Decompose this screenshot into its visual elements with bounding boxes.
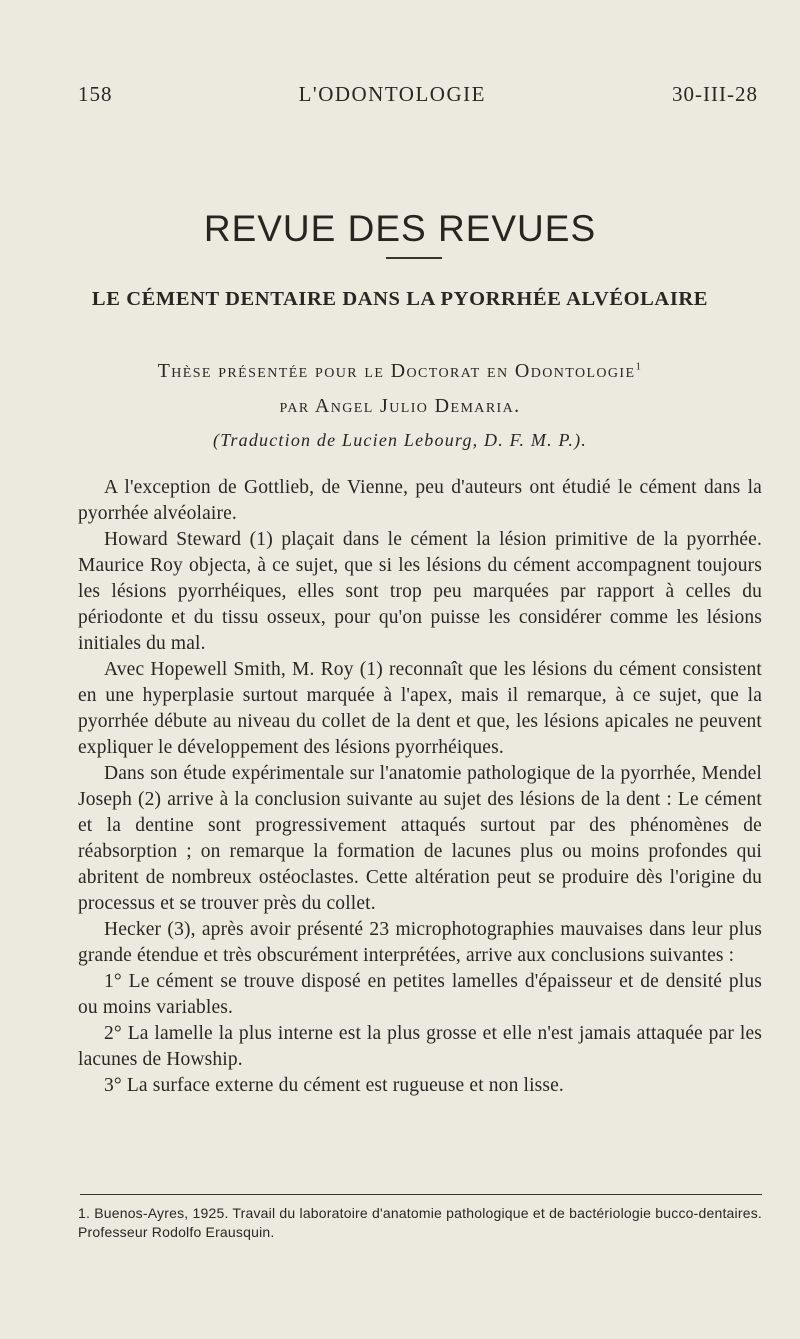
footnote-marker: 1 [635,360,643,373]
paragraph: Howard Steward (1) plaçait dans le cément la lésion primitive de la pyorrhée. Maurice Roy objecta, à ce sujet, que si les lésions du cément accompagnent toujours les lésions pyorrhéiques, elles sont trop peu marquées par rapport à celles du périodonte et du tissu osseux, pour qu'on puisse les considérer comme les lésions initiales du mal. [78,529,762,654]
section-title: REVUE DES REVUES [203,208,597,249]
paragraph: Avec Hopewell Smith, M. Roy (1) reconnaît que les lésions du cément consistent en une hyperplasie surtout marquée à l'apex, mais il remarque, à ce sujet, que la pyorrhée débute au niveau du collet de la dent et que, les lésions apicales ne peuvent expliquer le développement des lésions pyorrhéiques. [78,659,762,758]
paragraph: A l'exception de Gottlieb, de Vienne, peu d'auteurs ont étudié le cément dans la pyorrhée alvéolaire. [78,477,762,524]
article-title: LE CÉMENT DENTAIRE DANS LA PYORRHÉE ALVÉOLAIRE [91,288,709,310]
running-header [78,82,758,107]
paragraph: 3° La surface externe du cément est rugueuse et non lisse. [104,1075,564,1096]
paragraph: 1° Le cément se trouve disposé en petites lamelles d'épaisseur et de densité plus ou moins variables. [78,971,762,1018]
paragraph: Dans son étude expérimentale sur l'anatomie pathologique de la pyorrhée, Mendel Joseph (2) arrive à la conclusion suivante au sujet des lésions de la dent : Le cément et la dentine sont progressivement attaqués surtout par des phénomènes de réabsorption ; on remarque la formation de lacunes plus ou moins profondes qui abritent de nombreux ostéoclastes. Cette altération peut se produire dès l'origine du processus et se trouver près du collet. [78,763,762,914]
translation-credit: (Traduction de Lucien Lebourg, D. F. M. P.). [213,430,587,450]
paragraph: 2° La lamelle la plus interne est la plus grosse et elle n'est jamais attaquée par les lacunes de Howship. [78,1023,762,1070]
page-number: 158 [78,82,113,106]
footnote-divider [80,1194,762,1195]
footnote: 1. Buenos-Ayres, 1925. Travail du laboratoire d'anatomie pathologique et de bactériologie bucco-dentaires. Professeur Rodolfo Erausquin. [78,1205,762,1240]
title-divider [386,257,442,259]
paragraph: Hecker (3), après avoir présenté 23 microphotographies mauvaises dans leur plus grande étendue et très obscurément interprétées, arrive aux conclusions suivantes : [78,919,762,966]
journal-name: L'ODONTOLOGIE [298,82,486,106]
thesis-subtitle-text: Thèse présentée pour le Doctorat en Odontologie [157,360,636,382]
thesis-subtitle [0,360,800,383]
author-line: par Angel Julio Demaria. [279,395,521,417]
article-body [78,475,762,1099]
issue-date: 30-III-28 [672,82,758,106]
